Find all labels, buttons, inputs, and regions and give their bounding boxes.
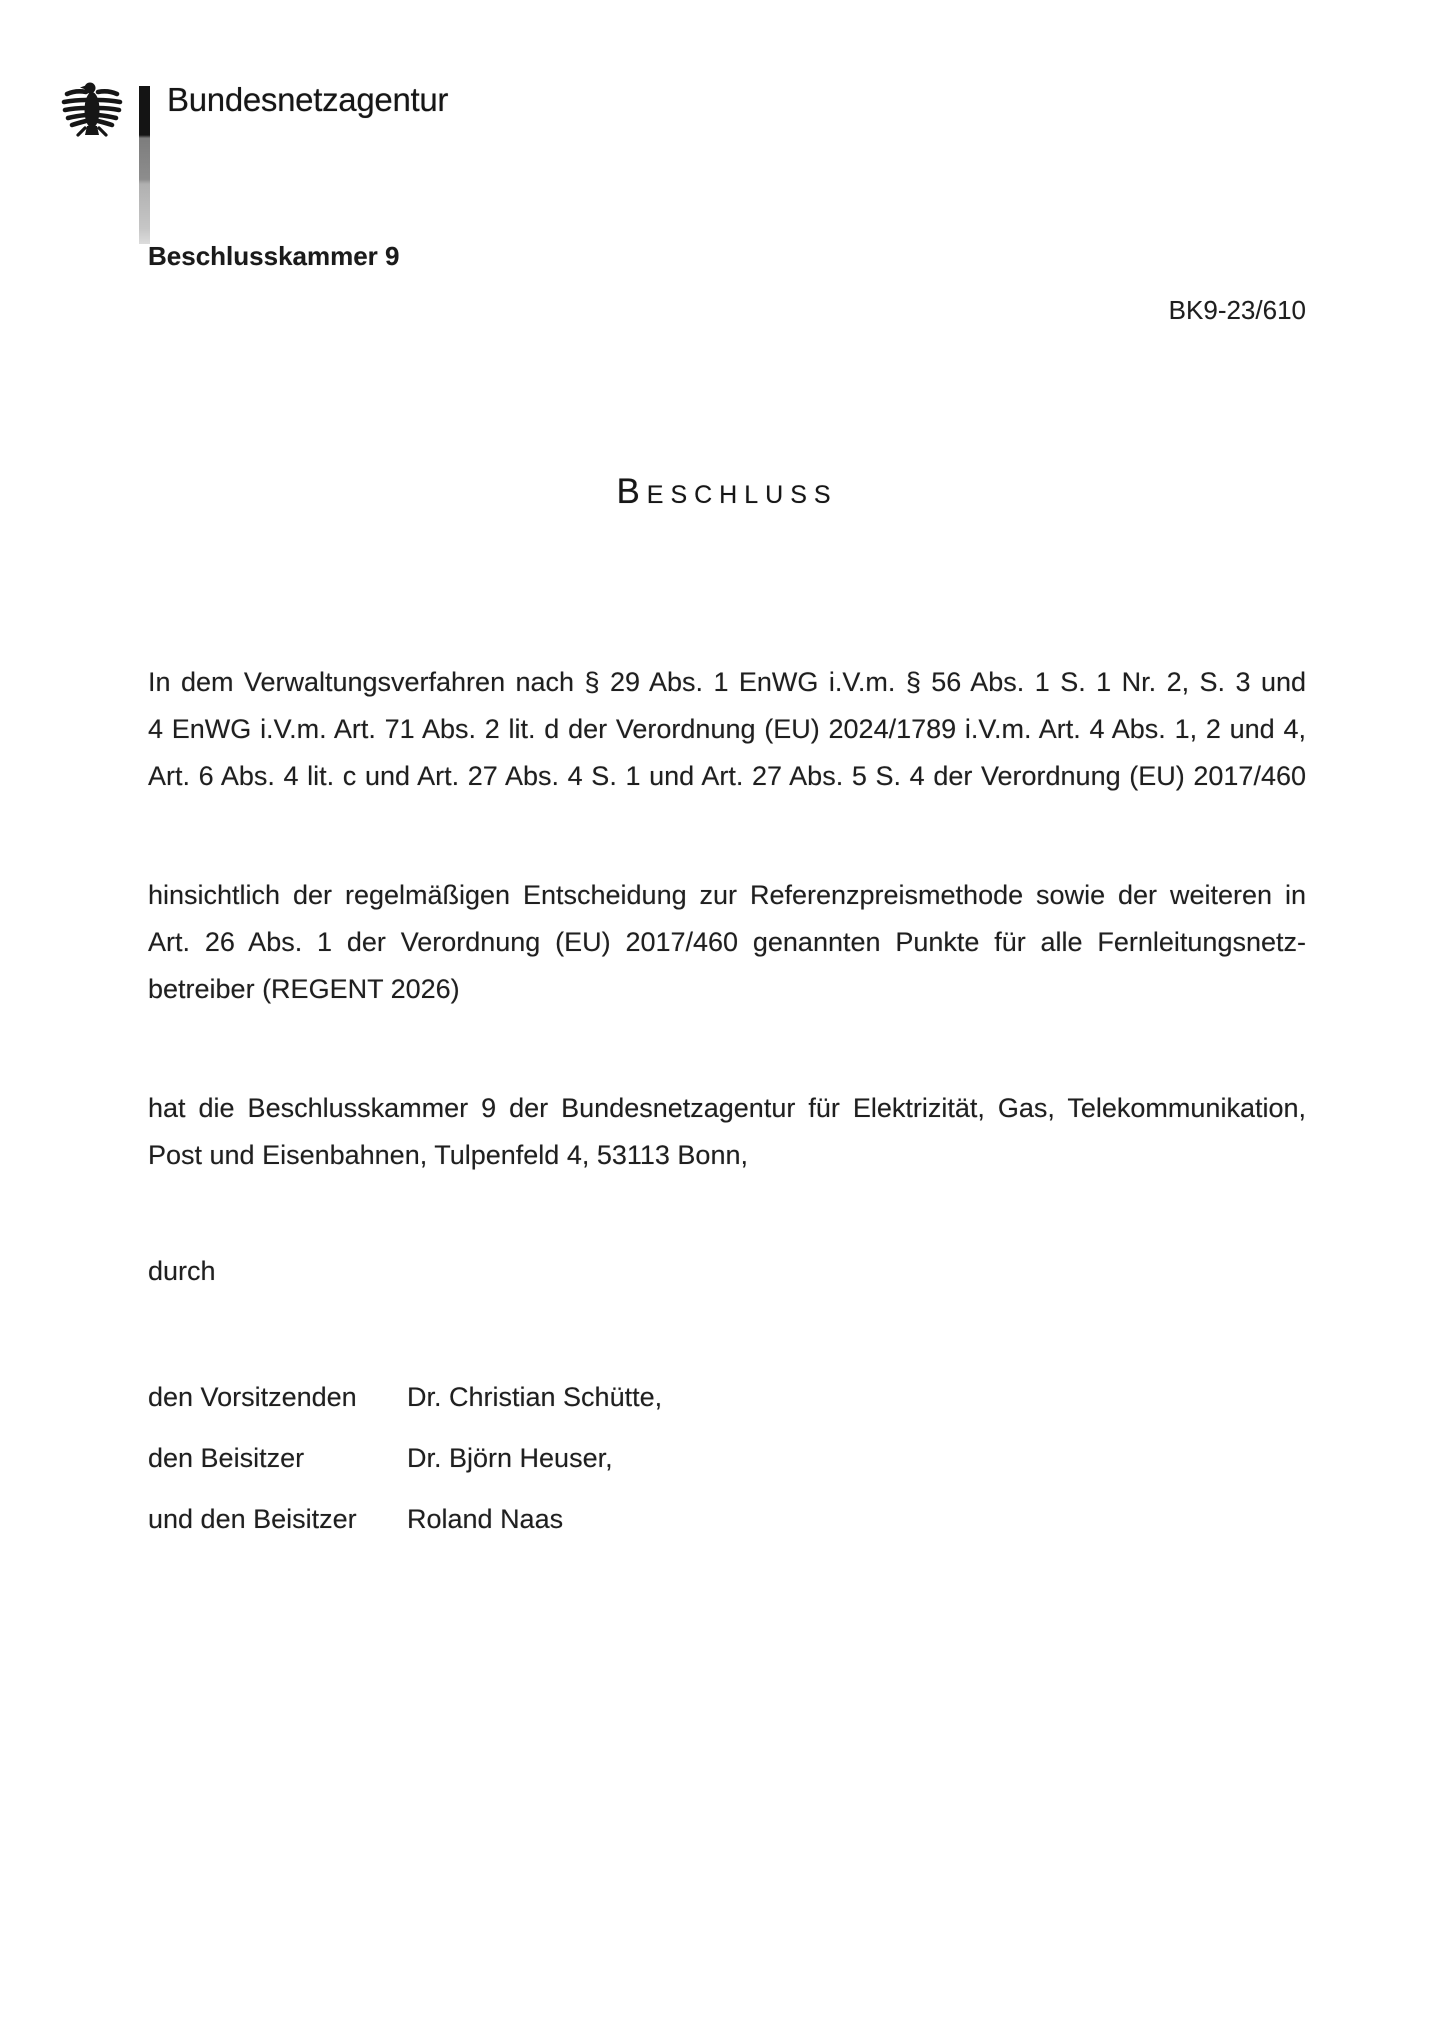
- paragraph-line: 4 EnWG i.V.m. Art. 71 Abs. 2 lit. d der Verordnung (EU) 2024/1789 i.V.m. Art. 4 Abs. 1, 2 und 4,: [148, 714, 1306, 744]
- paragraph-line: Post und Eisenbahnen, Tulpenfeld 4, 53113 Bonn,: [148, 1140, 748, 1170]
- case-number: BK9-23/610: [1168, 295, 1306, 325]
- logo-gradient-bar: [139, 86, 150, 244]
- document-title: Beschluss: [616, 472, 838, 511]
- connector-word: durch: [148, 1256, 216, 1286]
- paragraph-line: hinsichtlich der regelmäßigen Entscheidung zur Referenzpreismethode sowie der weiteren in: [148, 880, 1306, 910]
- panel-role: und den Beisitzer: [148, 1504, 357, 1534]
- paragraph-line: Art. 6 Abs. 4 lit. c und Art. 27 Abs. 4 S. 1 und Art. 27 Abs. 5 S. 4 der Verordnung (EU) 2017/460: [148, 761, 1306, 791]
- paragraph-line: In dem Verwaltungsverfahren nach § 29 Abs. 1 EnWG i.V.m. § 56 Abs. 1 S. 1 Nr. 2, S. 3 und: [148, 667, 1306, 697]
- panel-row-chairman: [148, 1374, 1306, 1421]
- panel-row-assessor-2: [148, 1496, 1306, 1543]
- panel-name: Dr. Christian Schütte,: [407, 1382, 663, 1412]
- panel-row-assessor-1: [148, 1435, 1306, 1482]
- chamber-heading: Beschlusskammer 9: [148, 241, 400, 271]
- panel-role: den Vorsitzenden: [148, 1382, 357, 1412]
- bundesadler-eagle-icon: [60, 78, 124, 140]
- panel-name: Dr. Björn Heuser,: [407, 1443, 613, 1473]
- paragraph-line: Art. 26 Abs. 1 der Verordnung (EU) 2017/460 genannten Punkte für alle Fernleitungsnetz-: [148, 927, 1306, 957]
- paragraph-line: hat die Beschlusskammer 9 der Bundesnetzagentur für Elektrizität, Gas, Telekommunikation,: [148, 1093, 1306, 1123]
- panel-name: Roland Naas: [407, 1504, 564, 1534]
- paragraph-subject: [148, 872, 1306, 1013]
- panel-role: den Beisitzer: [148, 1443, 305, 1473]
- paragraph-procedure: [148, 659, 1306, 800]
- paragraph-line: betreiber (REGENT 2026): [148, 974, 460, 1004]
- paragraph-authority: [148, 1085, 1306, 1179]
- logo-brand-text: Bundesnetzagentur: [167, 81, 449, 118]
